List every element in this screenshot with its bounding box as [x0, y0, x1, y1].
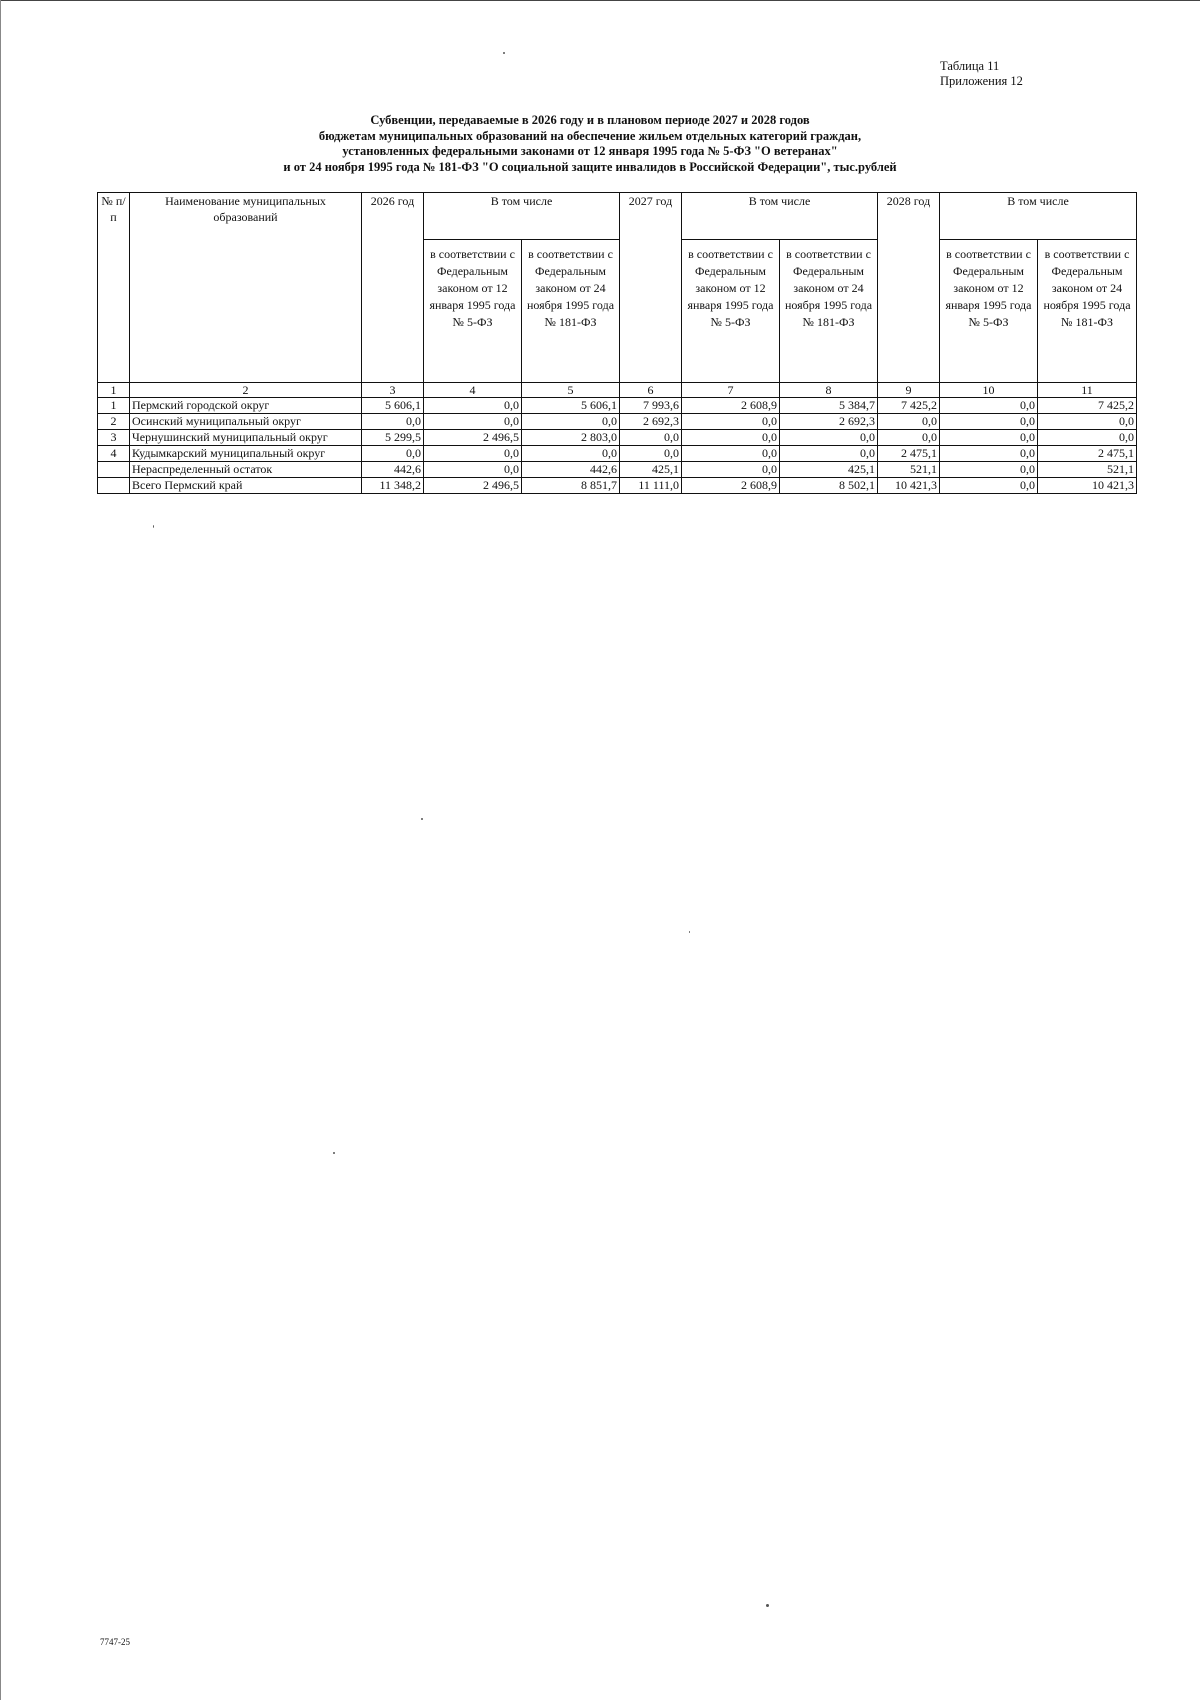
table-row [98, 414, 1137, 430]
scan-speck [333, 1152, 335, 1154]
title-line-3: установленных федеральными законами от 12 января 1995 года № 5-ФЗ "О ветеранах" [342, 144, 838, 158]
value-cell: 0,0 [424, 446, 522, 462]
header-2027-law181: в соответствии с Федеральным законом от 24 ноября 1995 года № 181-ФЗ [780, 240, 878, 383]
title-line-2: бюджетам муниципальных образований на обеспечение жильем отдельных категорий граждан, [318, 128, 862, 143]
value-cell: 11 111,0 [620, 478, 682, 494]
table-row [98, 462, 1137, 478]
value-cell: 0,0 [940, 462, 1038, 478]
value-cell: 0,0 [940, 398, 1038, 414]
municipality-name-cell: Пермский городской округ [130, 398, 362, 414]
value-cell: 425,1 [780, 462, 878, 478]
value-cell: 5 384,7 [780, 398, 878, 414]
value-cell: 2 692,3 [620, 414, 682, 430]
value-cell: 2 496,5 [424, 430, 522, 446]
header-2027: 2027 год [620, 193, 682, 383]
document-title [240, 113, 940, 175]
scan-speck [503, 52, 505, 54]
value-cell: 11 348,2 [362, 478, 424, 494]
header-incl-2027: В том числе [682, 193, 878, 240]
header-num: № п/п [98, 193, 130, 383]
value-cell: 0,0 [1038, 430, 1137, 446]
value-cell: 5 606,1 [522, 398, 620, 414]
value-cell: 2 608,9 [682, 398, 780, 414]
scan-speck [766, 1604, 769, 1607]
value-cell: 0,0 [780, 430, 878, 446]
value-cell: 521,1 [878, 462, 940, 478]
value-cell: 425,1 [620, 462, 682, 478]
value-cell: 442,6 [362, 462, 424, 478]
value-cell: 0,0 [620, 430, 682, 446]
column-number: 7 [682, 383, 780, 398]
title-line-1: Субвенции, передаваемые в 2026 году и в плановом периоде 2027 и 2028 годов [370, 113, 810, 127]
value-cell: 2 475,1 [1038, 446, 1137, 462]
page-top-edge [0, 0, 1200, 1]
column-number: 11 [1038, 383, 1137, 398]
header-row-top [98, 193, 1137, 240]
column-number: 4 [424, 383, 522, 398]
scan-speck [153, 525, 154, 528]
column-number-row [98, 383, 1137, 398]
table-number: Таблица 11 [940, 59, 1000, 73]
value-cell: 0,0 [878, 430, 940, 446]
value-cell: 2 475,1 [878, 446, 940, 462]
column-number: 3 [362, 383, 424, 398]
header-2028-law181: в соответствии с Федеральным законом от 24 ноября 1995 года № 181-ФЗ [1038, 240, 1137, 383]
column-number: 8 [780, 383, 878, 398]
value-cell: 0,0 [780, 446, 878, 462]
value-cell: 5 606,1 [362, 398, 424, 414]
column-number: 1 [98, 383, 130, 398]
municipality-name-cell: Всего Пермский край [130, 478, 362, 494]
column-number: 10 [940, 383, 1038, 398]
row-number-cell: 1 [98, 398, 130, 414]
scan-speck [421, 818, 423, 820]
header-incl-2028: В том числе [940, 193, 1137, 240]
header-2026: 2026 год [362, 193, 424, 383]
value-cell: 0,0 [940, 446, 1038, 462]
value-cell: 442,6 [522, 462, 620, 478]
column-number: 9 [878, 383, 940, 398]
appendix-number: Приложения 12 [940, 74, 1023, 88]
value-cell: 2 608,9 [682, 478, 780, 494]
value-cell: 8 502,1 [780, 478, 878, 494]
table-row [98, 430, 1137, 446]
value-cell: 7 425,2 [1038, 398, 1137, 414]
municipality-name-cell: Чернушинский муниципальный округ [130, 430, 362, 446]
page-left-edge [0, 0, 1, 1700]
table-row [98, 398, 1137, 414]
subsidy-table [97, 192, 1137, 494]
value-cell: 521,1 [1038, 462, 1137, 478]
column-number: 6 [620, 383, 682, 398]
value-cell: 0,0 [682, 414, 780, 430]
value-cell: 7 425,2 [878, 398, 940, 414]
value-cell: 0,0 [424, 414, 522, 430]
value-cell: 0,0 [682, 446, 780, 462]
table-row [98, 478, 1137, 494]
value-cell: 0,0 [424, 398, 522, 414]
title-line-4: и от 24 ноября 1995 года № 181-ФЗ "О социальной защите инвалидов в Российской Федерации", тыс.рублей [283, 159, 897, 174]
municipality-name-cell: Осинский муниципальный округ [130, 414, 362, 430]
value-cell: 0,0 [522, 446, 620, 462]
column-number: 2 [130, 383, 362, 398]
row-number-cell [98, 478, 130, 494]
municipality-name-cell: Нераспределенный остаток [130, 462, 362, 478]
value-cell: 2 803,0 [522, 430, 620, 446]
header-2028: 2028 год [878, 193, 940, 383]
header-name: Наименование муниципальных образований [130, 193, 362, 383]
value-cell: 0,0 [362, 414, 424, 430]
value-cell: 0,0 [940, 414, 1038, 430]
column-number: 5 [522, 383, 620, 398]
value-cell: 8 851,7 [522, 478, 620, 494]
value-cell: 2 496,5 [424, 478, 522, 494]
municipality-name-cell: Кудымкарский муниципальный округ [130, 446, 362, 462]
value-cell: 0,0 [682, 430, 780, 446]
header-2027-law5: в соответствии с Федеральным законом от 12 января 1995 года № 5-ФЗ [682, 240, 780, 383]
value-cell: 0,0 [362, 446, 424, 462]
value-cell: 0,0 [878, 414, 940, 430]
table-body [98, 398, 1137, 494]
scan-speck [689, 931, 690, 933]
table-row [98, 446, 1137, 462]
header-2026-law5: в соответствии с Федеральным законом от 12 января 1995 года № 5-ФЗ [424, 240, 522, 383]
value-cell: 0,0 [940, 478, 1038, 494]
header-2026-law181: в соответствии с Федеральным законом от 24 ноября 1995 года № 181-ФЗ [522, 240, 620, 383]
row-number-cell: 4 [98, 446, 130, 462]
value-cell: 0,0 [424, 462, 522, 478]
value-cell: 7 993,6 [620, 398, 682, 414]
value-cell: 0,0 [940, 430, 1038, 446]
document-code: 7747-25 [100, 1637, 130, 1647]
value-cell: 10 421,3 [1038, 478, 1137, 494]
value-cell: 0,0 [522, 414, 620, 430]
header-2028-law5: в соответствии с Федеральным законом от 12 января 1995 года № 5-ФЗ [940, 240, 1038, 383]
row-number-cell: 2 [98, 414, 130, 430]
row-number-cell [98, 462, 130, 478]
table-label [940, 59, 1023, 89]
value-cell: 0,0 [620, 446, 682, 462]
value-cell: 0,0 [682, 462, 780, 478]
value-cell: 2 692,3 [780, 414, 878, 430]
value-cell: 0,0 [1038, 414, 1137, 430]
row-number-cell: 3 [98, 430, 130, 446]
value-cell: 10 421,3 [878, 478, 940, 494]
value-cell: 5 299,5 [362, 430, 424, 446]
header-incl-2026: В том числе [424, 193, 620, 240]
